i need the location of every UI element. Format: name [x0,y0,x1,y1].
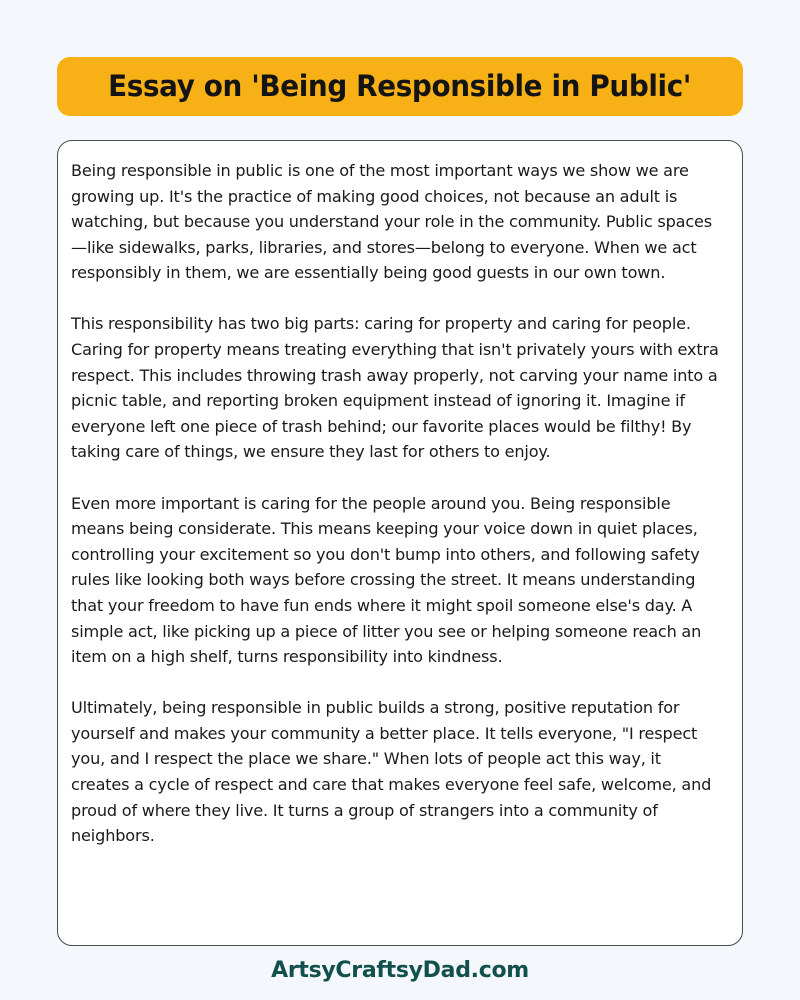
essay-paragraph: Even more important is caring for the people around you. Being responsible means being considerate. This means keeping your voice down in quiet places, controlling your excitement so you don't bump into others, and following safety rules like looking both ways before crossing the street. It means understanding that your freedom to have fun ends where it might spoil someone else's day. A simple act, like picking up a piece of litter you see or helping someone reach an item on a high shelf, turns responsibility into kindness. [71,493,702,667]
essay-paragraph: Ultimately, being responsible in public builds a strong, positive reputation for yourself and makes your community a better place. It tells everyone, "I respect you, and I respect the place we share." When lots of people act this way, it creates a cycle of respect and care that makes everyone feel safe, welcome, and proud of where they live. It turns a group of strangers into a community of neighbors. [71,698,712,846]
page-title: Essay on 'Being Responsible in Public' [108,69,692,103]
essay-body [71,158,722,849]
essay-paragraph: This responsibility has two big parts: caring for property and caring for people. Caring for property means treating everything that isn't privately yours with extra respect. This includes throwing trash away properly, not carving your name into a picnic table, and reporting broken equipment instead of ignoring it. Imagine if everyone left one piece of trash behind; our favorite places would be filthy! By taking care of things, we ensure they last for others to enjoy. [71,314,719,462]
essay-card [57,140,743,946]
site-brand-footer: ArtsyCraftsyDad.com [271,958,529,983]
essay-title-banner [57,57,743,116]
essay-paragraph: Being responsible in public is one of the most important ways we show we are growing up. It's the practice of making good choices, not because an adult is watching, but because you understand your role in the community. Public spaces—like sidewalks, parks, libraries, and stores—belong to everyone. When we act responsibly in them, we are essentially being good guests in our own town. [71,161,713,283]
